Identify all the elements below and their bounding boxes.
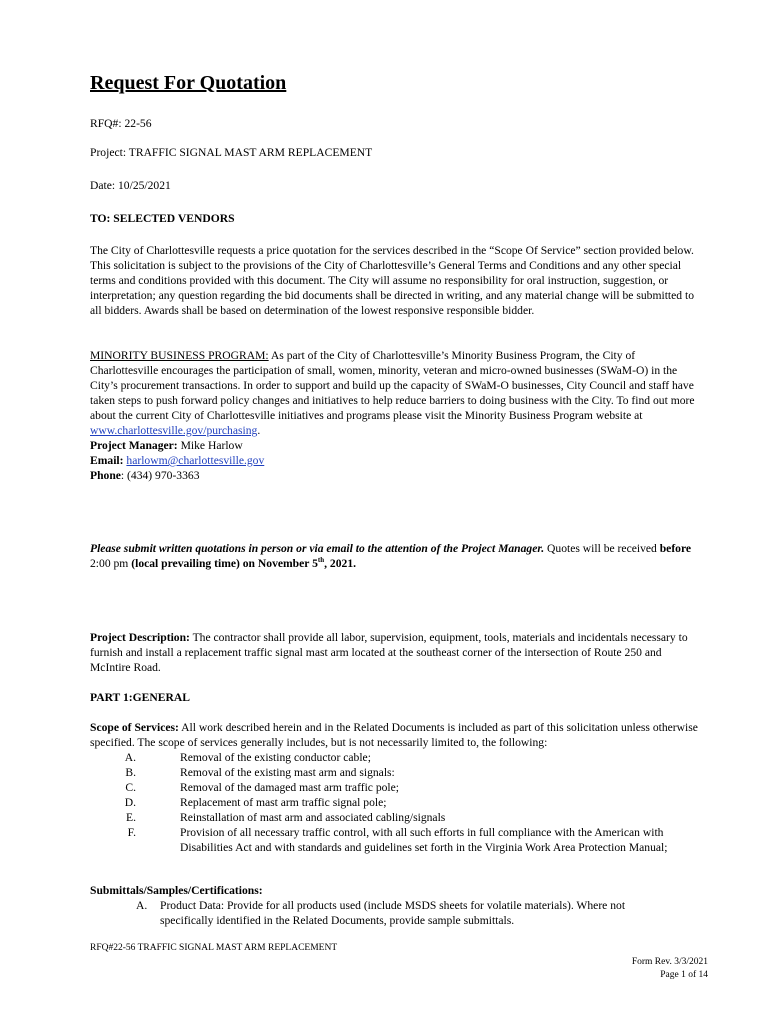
list-text: Removal of the damaged mast arm traffic pole; <box>180 781 400 794</box>
submission-italic: Please submit written quotations in person or via email to the attention of the Project Manager. <box>90 542 545 555</box>
purchasing-link[interactable]: www.charlottesville.gov/purchasing <box>90 424 258 437</box>
list-text: Provision of all necessary traffic control, with all such efforts in full compliance with the American with Disabilities Act and with standards and guidelines set forth in the Virginia Work Area Protection Manual; <box>180 826 668 854</box>
project-manager-line <box>90 438 700 453</box>
list-item <box>90 780 710 795</box>
phone-line <box>90 468 700 483</box>
phone-value: : (434) 970-3363 <box>120 469 200 482</box>
list-letter: F. <box>127 826 136 839</box>
list-text: Removal of the existing conductor cable; <box>180 751 371 764</box>
phone-label: Phone <box>90 469 121 482</box>
to-line: TO: SELECTED VENDORS <box>90 212 235 225</box>
list-text: Replacement of mast arm traffic signal pole; <box>180 796 387 809</box>
email-line <box>90 453 700 468</box>
minority-paragraph <box>90 348 700 438</box>
submission-before: before <box>659 542 692 555</box>
footer-left: RFQ#22-56 TRAFFIC SIGNAL MAST ARM REPLACEMENT <box>90 943 338 953</box>
email-label: Email: <box>90 454 124 467</box>
list-letter: A. <box>124 751 136 764</box>
project-line: Project: TRAFFIC SIGNAL MAST ARM REPLACEMENT <box>90 146 373 159</box>
list-letter: C. <box>125 781 136 794</box>
submission-text: Quotes will be received <box>544 542 660 555</box>
project-description <box>90 630 700 675</box>
minority-text: As part of the City of Charlottesville’s Minority Business Program, the City of Charlottesville encourages the participation of small, women, minority, veteran and micro-owned businesses (SWaM-O) in the City’s procurement transactions. In order to support and build up the capacity of SWaM-O businesses, City Council and staff have taken steps to push forward policy changes and initiatives to help reduce barriers to doing business with the City. To find out more about the current City of Charlottesville initiatives and programs please visit the Minority Business Program website at <box>90 349 695 422</box>
page-title: Request For Quotation <box>90 72 287 94</box>
list-item <box>90 810 710 825</box>
list-text: Product Data: Provide for all products used (include MSDS sheets for volatile materials). Where not specifically identified in the Related Documents, provide sample submittals. <box>160 899 626 927</box>
email-link[interactable]: harlowm@charlottesville.gov <box>126 454 265 467</box>
list-letter: D. <box>124 796 136 809</box>
description-label: Project Description: <box>90 631 190 644</box>
list-letter: E. <box>126 811 136 824</box>
scope-list <box>90 750 710 855</box>
intro-paragraph: The City of Charlottesville requests a price quotation for the services described in the “Scope Of Service” section provided below. This solicitation is subject to the provisions of the City of Charlottesville’s General Terms and Conditions and any other special terms and conditions provided with this document. The City will assume no responsibility for oral instruction, suggestion, or interpretation; any question regarding the bid documents shall be directed in writing, and any material change will be submitted to all bidders. Awards shall be based on determination of the lowest responsive responsible bidder. <box>90 244 694 317</box>
submission-sup: th <box>317 556 325 565</box>
submission-paragraph <box>90 541 700 571</box>
scope-label: Scope of Services: <box>90 721 179 734</box>
list-text: Reinstallation of mast arm and associated cabling/signals <box>180 811 446 824</box>
footer-right <box>632 956 708 982</box>
pm-value: Mike Harlow <box>177 439 243 452</box>
pm-label: Project Manager: <box>90 439 178 452</box>
minority-end: . <box>257 424 261 437</box>
rfq-number: RFQ#: 22-56 <box>90 117 152 130</box>
scope-paragraph <box>90 720 700 750</box>
submission-time: 2:00 pm <box>90 557 132 570</box>
part1-heading: PART 1:GENERAL <box>90 691 190 704</box>
list-item <box>90 765 710 780</box>
list-text: Removal of the existing mast arm and signals: <box>180 766 395 779</box>
scope-text: All work described herein and in the Related Documents is included as part of this solicitation unless otherwise specified. The scope of services generally includes, but is not necessarily limited to, the following: <box>90 721 698 749</box>
list-item <box>136 898 696 928</box>
submission-deadline: (local prevailing time) on November 5 <box>131 557 318 570</box>
list-item <box>90 795 710 810</box>
list-item <box>90 825 710 855</box>
page-number: Page 1 of 14 <box>660 970 708 980</box>
list-letter: B. <box>125 766 136 779</box>
submittals-heading: Submittals/Samples/Certifications: <box>90 884 263 897</box>
minority-heading: MINORITY BUSINESS PROGRAM: <box>90 349 269 362</box>
submission-year: , 2021. <box>324 557 357 570</box>
list-letter: A. <box>136 899 148 912</box>
description-text: The contractor shall provide all labor, supervision, equipment, tools, materials and incidentals necessary to furnish and install a replacement traffic signal mast arm located at the southeast corner of the intersection of Route 250 and McIntire Road. <box>90 631 688 674</box>
date-line: Date: 10/25/2021 <box>90 179 171 192</box>
list-item <box>90 750 710 765</box>
submittals-list <box>136 898 696 928</box>
form-revision: Form Rev. 3/3/2021 <box>631 957 708 967</box>
